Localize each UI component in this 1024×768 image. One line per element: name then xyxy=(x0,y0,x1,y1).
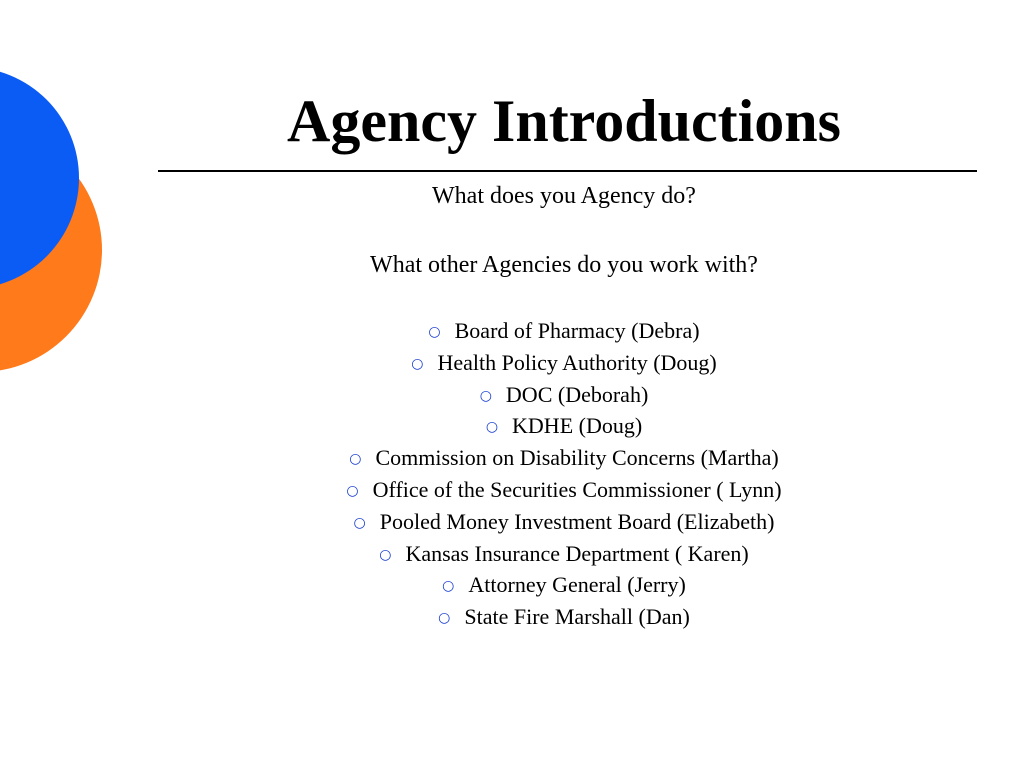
list-item xyxy=(160,475,968,507)
decorative-circles xyxy=(0,0,140,420)
agency-label: Kansas Insurance Department ( Karen) xyxy=(405,540,749,566)
list-item xyxy=(160,570,968,602)
list-item xyxy=(160,602,968,634)
agency-list xyxy=(160,316,968,634)
hollow-circle-bullet-icon: ○ xyxy=(411,355,424,372)
hollow-circle-bullet-icon: ○ xyxy=(485,419,499,436)
hollow-circle-bullet-icon: ○ xyxy=(438,610,451,627)
hollow-circle-bullet-icon: ○ xyxy=(428,324,441,340)
agency-label: Pooled Money Investment Board (Elizabeth) xyxy=(379,508,775,534)
hollow-circle-bullet-icon: ○ xyxy=(442,578,455,595)
agency-label: Attorney General (Jerry) xyxy=(468,572,686,598)
hollow-circle-bullet-icon: ○ xyxy=(479,387,492,404)
agency-label: Commission on Disability Concerns (Martha) xyxy=(375,445,779,471)
list-item xyxy=(160,316,968,348)
hollow-circle-bullet-icon: ○ xyxy=(379,546,392,563)
title-divider xyxy=(158,170,977,172)
hollow-circle-bullet-icon: ○ xyxy=(353,514,366,531)
question-agency-role: What does you Agency do? xyxy=(432,183,696,209)
question-other-agencies: What other Agencies do you work with? xyxy=(370,252,758,278)
list-item xyxy=(160,348,968,380)
page-title: Agency Introductions xyxy=(287,88,841,154)
list-item xyxy=(160,443,968,475)
agency-label: Office of the Securities Commissioner ( Lynn) xyxy=(372,476,782,502)
hollow-circle-bullet-icon: ○ xyxy=(349,451,362,468)
agency-label: KDHE (Doug) xyxy=(512,413,643,439)
list-item xyxy=(160,507,968,539)
list-item xyxy=(160,380,968,412)
agency-label: Health Policy Authority (Doug) xyxy=(437,349,717,375)
agency-label: State Fire Marshall (Dan) xyxy=(464,604,690,630)
agency-label: DOC (Deborah) xyxy=(505,381,649,407)
list-item xyxy=(160,411,968,443)
hollow-circle-bullet-icon: ○ xyxy=(346,482,359,499)
agency-label: Board of Pharmacy (Debra) xyxy=(454,318,700,343)
list-item xyxy=(160,539,968,571)
